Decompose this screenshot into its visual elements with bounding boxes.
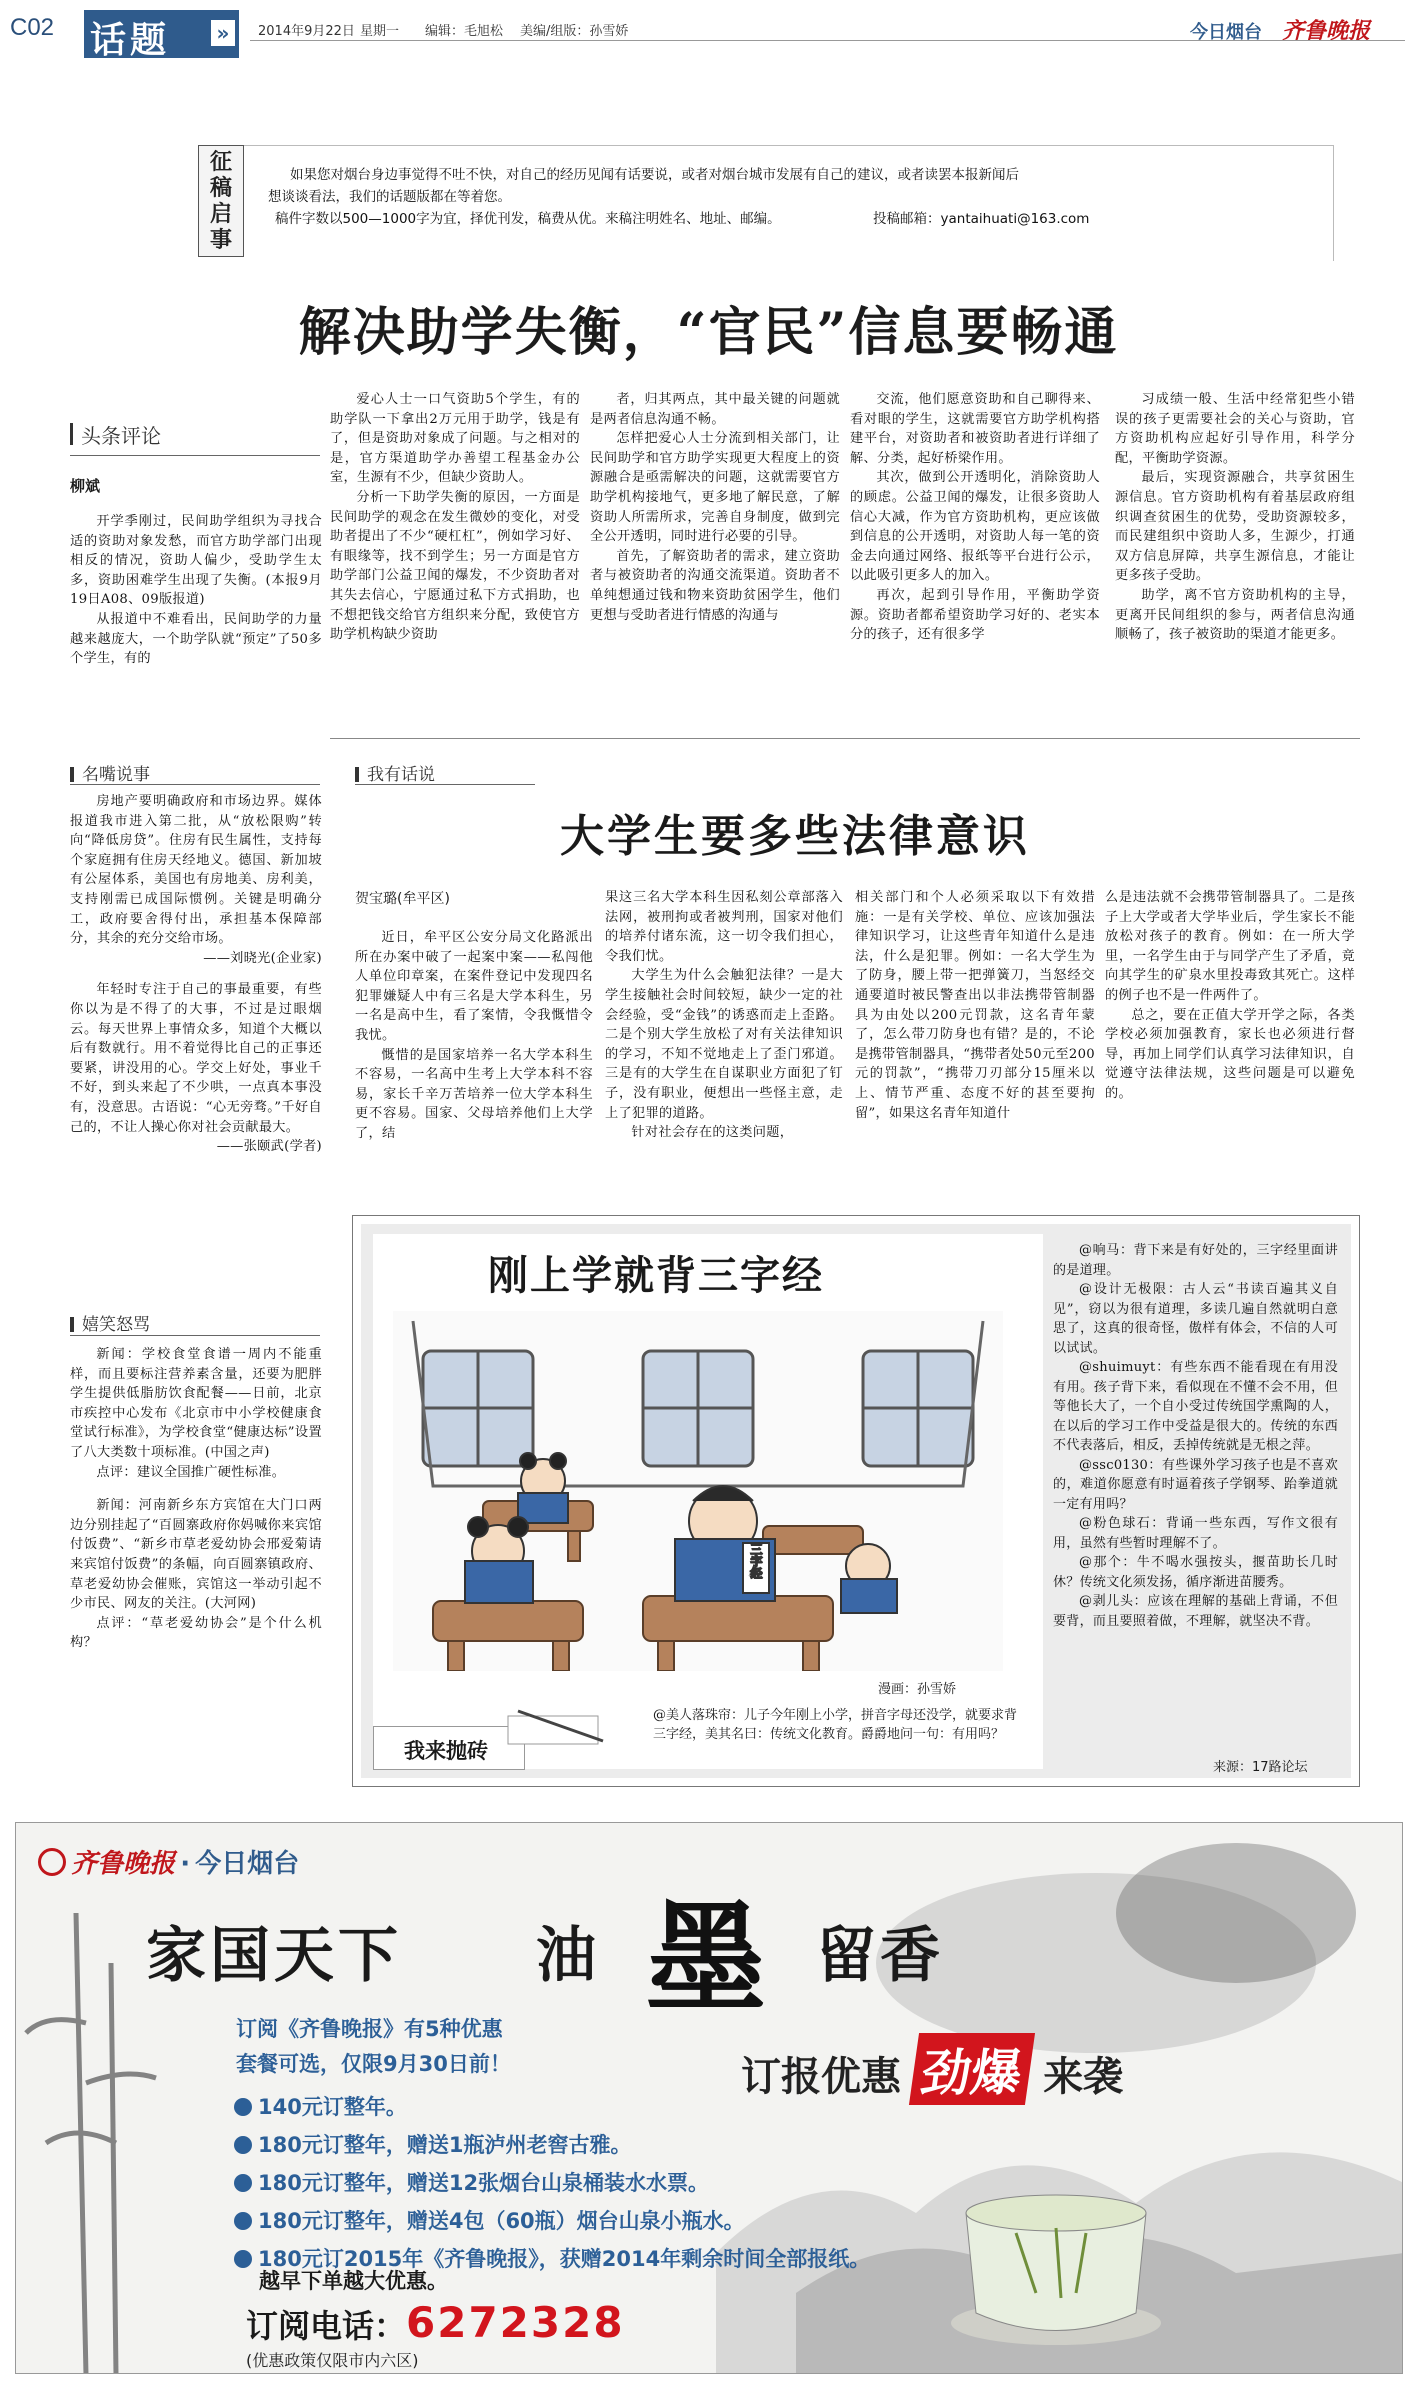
ad-offer-1: 订阅《齐鲁晚报》有5种优惠 bbox=[236, 2017, 503, 2041]
ad-offer-item: 180元订整年，赠送1瓶泸州老窖古雅。 bbox=[234, 2129, 954, 2159]
paragraph: 者，归其两点，其中最关键的问题就是两者信息沟通不畅。 bbox=[590, 392, 840, 427]
paragraph: 么是违法就不会携带管制器具了。二是孩子上大学或者大学毕业后，学生家长不能放松对孩子的教育。例如：在一所大学里，一名学生由于与同学产生了矛盾，竟向其学生的矿泉水里投毒致其死亡。这样的例子也不是一件两件了。 bbox=[1105, 890, 1355, 1003]
article1-author: 柳斌 bbox=[70, 477, 101, 495]
paragraph: 最后，实现资源融合，共享贫困生源信息。官方资助机构有着基层政府组织调查贫困生的优势，受助资源较多，而民建组织中资助人多，生源少，打通双方信息屏障，共享生源信息，才能让更多孩子受助。 bbox=[1115, 470, 1355, 584]
paragraph: 相关部门和个人必须采取以下有效措施：一是有关学校、单位、应该加强法律知识学习，让这些青年知道什么是违法，什么是犯罪。例如：一名大学生为了防身，腰上带一把弹簧刀，当怒经交通要道时被民警查出以非法携带管制器具为由处以200元罚款，这名青年蒙了，怎么带刀防身也有错？是的，不论是携带管制器具，“携带者处50元至200元的罚款”，“携带刀刃部分15厘米以上、情节严重、态度不好的甚至要拘留”，如果这名青年知道什 bbox=[855, 890, 1095, 1121]
ad-offer-item: 140元订整年。 bbox=[234, 2091, 954, 2121]
meiren-comment: @美人落珠帘：儿子今年刚上小学，拼音字母还没学，就要求背三字经，美其名曰：传统文化教育。爵爵地问一句：有用吗？ bbox=[653, 1708, 1018, 1742]
notebook-pen-icon bbox=[503, 1706, 613, 1751]
article2-author: 贺宝璐(牟平区) bbox=[355, 891, 450, 907]
mingjia-p2: 年轻时专注于自己的事最重要，有些你以为是不得了的大事，不过是过眼烟云。每天世界上事情众多，知道个大概以后有数就行。用不着觉得比自己的正事还要紧，讲没用的心。学交上好处，事业千不好，到头来起了不少哄，一点真本事没有，没意思。古语说：“心无旁骛。”千好自己的，不让人操心你对社会贡献最大。 bbox=[70, 982, 322, 1135]
brick-comment: @shuimuyt：有些东西不能看现在有用没有用。孩子背下来，看似现在不懂不会不用，但等他长大了，一个自小受过传统国学熏陶的人，在以后的学习工作中受益是很大的。传统的东西不代表落后，相反，丢掉传统就是无根之萍。 bbox=[1053, 1360, 1338, 1453]
window-left bbox=[423, 1351, 533, 1466]
paragraph: 慨惜的是国家培养一名大学本科生不容易，一名高中生考上大学本科不容易，家长千辛万苦培养一位大学本科生更不容易。国家、父母培养他们上大学了，结 bbox=[355, 1047, 593, 1141]
masthead bbox=[0, 0, 1417, 70]
paragraph: 针对社会存在的这类问题， bbox=[631, 1125, 794, 1141]
article1-col-3 bbox=[590, 390, 840, 625]
window-middle bbox=[643, 1351, 753, 1466]
paragraph: 习成绩一般、生活中经常犯些小错误的孩子更需要社会的关心与资助，官方资助机构应起好引导作用，科学分配，平衡助学资源。 bbox=[1115, 392, 1355, 466]
call-text-2: 想谈谈看法，我们的话题版都在等着您。 bbox=[268, 189, 511, 205]
paragraph: 开学季刚过，民间助学组织为寻找合适的资助对象发愁，而官方助学部门出现相反的情况，资助人偏少，受助学生太多，资助困难学生出现了失衡。(本报9月19日A08、09版报道) bbox=[70, 514, 322, 608]
bullet-icon bbox=[234, 2098, 252, 2116]
ad-brand-logo: 齐鲁晚报 · 今日烟台 bbox=[38, 1843, 299, 1880]
article2-column-head: 我有话说 bbox=[355, 760, 435, 785]
brick-comment: @粉色球石：背诵一些东西，写作文很有用，虽然有些暂时理解不了。 bbox=[1053, 1516, 1338, 1551]
masthead-design: 美编/组版：孙雪娇 bbox=[520, 24, 629, 39]
masthead-weekday: 星期一 bbox=[360, 24, 400, 39]
xixiao-comment2: 点评：“草老爱幼协会”是个什么机构？ bbox=[70, 1615, 322, 1651]
xixiao-news2: 新闻：河南新乡东方宾馆在大门口两边分别挂起了“百圆寨政府你妈喊你来宾馆付饭费”、“新乡市草老爱幼协会邢爱菊请来宾馆付饭费”的条幅，向百圆寨镇政府、草老爱幼协会催账，宾馆这一举动引起不少市民、网友的关注。(大河网) bbox=[70, 1498, 322, 1612]
mingjia-sig1: ——刘晓光(企业家) bbox=[203, 950, 322, 966]
article2-col-3 bbox=[855, 888, 1095, 1123]
paragraph: 首先，了解资助者的需求，建立资助者与被资助者的沟通交流渠道。资助者不单纯想通过钱和物来资助贫困学生，他们更想与受助者进行情感的沟通与 bbox=[590, 548, 840, 623]
article2-col-4 bbox=[1105, 888, 1355, 1104]
desk-back-right bbox=[763, 1526, 863, 1554]
double-chevron-icon: » bbox=[211, 20, 235, 46]
paragraph: 大学生为什么会触犯法律？一是大学生接触社会时间较短，缺少一定的社会经验，受“金钱”的诱惑而走上歪路。二是个别大学生放松了对有关法律知识的学习，不知不觉地走上了歪门邪道。三是有的大学生在自谋职业方面犯了钉子，没有职业，便想出一些怪主意，走上了犯罪的道路。 bbox=[605, 968, 843, 1121]
section-badge bbox=[84, 10, 239, 61]
call-email-label: 投稿邮箱： bbox=[873, 211, 941, 227]
brick-comment: @剥儿头：应该在理解的基础上背诵，不但要背，而且要照着做，不理解，就坚决不背。 bbox=[1053, 1594, 1338, 1629]
brick-comment: @ssc0130：有些课外学习孩子也是不喜欢的，难道你愿意有时逼着孩子学钢琴、跆拳道就一定有用吗？ bbox=[1053, 1457, 1338, 1512]
masthead-rule bbox=[250, 40, 1405, 41]
cartoon bbox=[393, 1311, 1003, 1671]
mingjia-sig2: ——张颐武(学者) bbox=[216, 1139, 322, 1155]
article1-col-1 bbox=[70, 512, 322, 669]
xixiao-head: 嬉笑怒骂 bbox=[70, 1310, 150, 1335]
ad-headline-2c: 留香 bbox=[816, 1921, 944, 1991]
paragraph: 总之，要在正值大学开学之际，各类学校必须加强教育，家长也必须进行督导，再加上同学们认真学习法律知识，自觉遵守法律法规，这些问题是可以避免的。 bbox=[1105, 1007, 1355, 1101]
call-text-1: 如果您对烟台身边事觉得不吐不快，对自己的经历见闻有话要说，或者对烟台城市发展有自己的建议，或者读罢本报新闻后 bbox=[290, 167, 1019, 183]
paragraph: 果这三名大学本科生因私刻公章部落入法网，被刑拘或者被判刑，国家对他们的培养付诸东流，这一切令我们担心，令我们忧。 bbox=[605, 890, 843, 964]
xixiao-body bbox=[70, 1345, 322, 1653]
paragraph: 从报道中不难看出，民间助学的力量越来越庞大，一个助学队就“预定”了50多个学生，有的 bbox=[70, 611, 322, 667]
call-email: yantaihuati@163.com bbox=[940, 211, 1090, 227]
child-back bbox=[518, 1453, 568, 1523]
brick-label: 我来抛砖 bbox=[373, 1726, 525, 1770]
bullet-icon bbox=[234, 2212, 252, 2230]
ad-promo-c: 来袭 bbox=[1043, 2054, 1124, 2100]
mingjia-head: 名嘴说事 bbox=[70, 760, 150, 785]
paragraph: 近日，牟平区公安分局文化路派出所在办案中破了一起案中案——私闯他人单位印章案，在案件登记中发现四名犯罪嫌疑人中有三名是大学本科生，另一名是高中生，看了案情，令我慨惜令我忧。 bbox=[355, 930, 593, 1043]
ad-headline-1: 家国天下 bbox=[146, 1921, 402, 1991]
window-right bbox=[863, 1351, 973, 1466]
call-label: 征 稿 启 事 bbox=[198, 145, 244, 257]
ad-note: (优惠政策仅限市内六区) bbox=[246, 2351, 419, 2370]
brick-source: 来源：17路论坛 bbox=[1213, 1760, 1308, 1775]
masthead-date: 2014年9月22日 bbox=[258, 24, 355, 39]
cartoon-credit: 漫画：孙雪娇 bbox=[878, 1682, 957, 1697]
bullet-icon bbox=[234, 2136, 252, 2154]
brand-circle-icon bbox=[38, 1848, 66, 1876]
article1-column-head: 头条评论 bbox=[70, 420, 161, 449]
masthead-editor: 编辑：毛旭松 bbox=[425, 24, 504, 39]
teacup-illustration bbox=[946, 2173, 1166, 2353]
brick-comment: @响马：背下来是有好处的，三字经里面讲的是道理。 bbox=[1053, 1243, 1338, 1278]
article2-title: 大学生要多些法律意识 bbox=[560, 811, 1030, 862]
ad-promo-b: 劲爆 bbox=[909, 2033, 1035, 2105]
article1-col-2 bbox=[330, 390, 580, 645]
article1-col-4 bbox=[850, 390, 1100, 645]
ad-headline-2a: 油 bbox=[536, 1921, 596, 1991]
page-number: C02 bbox=[10, 14, 55, 41]
brick-comments bbox=[1053, 1241, 1338, 1631]
child-left bbox=[465, 1517, 533, 1603]
mingjia-body bbox=[70, 792, 322, 1157]
article2-col-1 bbox=[355, 928, 593, 1144]
ad-promo-a: 订报优惠 bbox=[741, 2054, 901, 2100]
mingjia-p1: 房地产要明确政府和市场边界。媒体报道我市进入第二批，从“放松限购”转向“降低房贷”。住房有民生属性，支持每个家庭拥有住房天经地义。德国、新加坡有公屋体系，美国也有房地美、房利美，支持刚需已成国际惯例。关键是明确分工，政府要舍得付出，承担基本保障部分，其余的充分交给市场。 bbox=[70, 794, 322, 947]
bullet-icon bbox=[234, 2250, 252, 2268]
ad-offer-item: 180元订整年，赠送12张烟台山泉桶装水水票。 bbox=[234, 2167, 954, 2197]
article2-col-2 bbox=[605, 888, 843, 1143]
masthead-edition: 今日烟台 bbox=[1190, 22, 1262, 43]
bamboo-illustration bbox=[26, 1913, 156, 2374]
ad-offer-item: 180元订整年，赠送4包（60瓶）烟台山泉小瓶水。 bbox=[234, 2205, 954, 2235]
paragraph: 助学，离不官方资助机构的主导，更离开民间组织的参与，两者信息沟通顺畅了，孩子被资助的渠道才能更多。 bbox=[1115, 587, 1355, 643]
brick-title: 刚上学就背三字经 bbox=[488, 1252, 824, 1299]
article1-title: 解决助学失衡，“官民”信息要畅通 bbox=[298, 302, 1119, 363]
brick-comment: @那个：牛不喝水强按头，揠苗助长几时休？传统文化须发扬，循序渐进苗腰秀。 bbox=[1053, 1555, 1338, 1590]
paragraph: 再次，起到引导作用，平衡助学资源。资助者都希望资助学习好的、老实本分的孩子，还有很多学 bbox=[850, 587, 1100, 643]
brick-comment: @设计无极限：古人云“书读百遍其义自见”，窃以为很有道理，多读几遍自然就明白意思了，这真的很奇怪，傲样有体会，不信的人可以试试。 bbox=[1053, 1282, 1338, 1356]
call-text-3: 稿件字数以500—1000字为宜，择优刊发，稿费从优。来稿注明姓名、地址、邮编。 bbox=[275, 211, 781, 227]
paragraph: 分析一下助学失衡的原因，一方面是民间助学的观念在发生微妙的变化，对受助者提出了不少“硬杠杠”，例如学习好、有眼缘等，找不到学生；另一方面是官方助学部门公益卫闻的爆发，不少资助者对其失去信心，宁愿通过私下方式捐助，也不想把钱交给官方组织来分配，致使官方助学机构缺少资助 bbox=[330, 489, 580, 643]
article1-col-5 bbox=[1115, 390, 1355, 645]
ad-phone-label: 订阅电话： bbox=[246, 2307, 407, 2345]
paragraph: 其次，做到公开透明化，消除资助人的顾虑。公益卫闻的爆发，让很多资助人信心大减，作为官方资助机构，更应该做到信息的公开透明，对资助人每一笔的资金去向通过网络、报纸等平台进行公示，以此吸引更多人的加入。 bbox=[850, 470, 1100, 584]
ad-tail: 越早下单越大优惠。 bbox=[259, 2269, 448, 2293]
masthead-brand: 齐鲁晚报 bbox=[1282, 18, 1371, 44]
ad-phone-number[interactable]: 6272328 bbox=[406, 2298, 625, 2347]
subscription-ad bbox=[15, 1822, 1403, 2374]
ad-offer-2: 套餐可选，仅限9月30日前！ bbox=[236, 2052, 511, 2076]
ad-headline-2b: 墨 bbox=[646, 1888, 766, 2029]
paragraph: 怎样把爱心人士分流到相关部门，让民间助学和官方助学实现更大程度上的资源融合是亟需解决的问题，这就需要官方助学机构接地气，更多地了解民意，了解资助人所需所求，完善自身制度，做到完全公开透明，同时进行必要的引导。 bbox=[590, 431, 840, 545]
call-for-submissions bbox=[138, 145, 1333, 260]
xixiao-news1: 新闻：学校食堂食谱一周内不能重样，而且要标注营养素含量，还要为肥胖学生提供低脂肪饮食配餐——日前，北京市疾控中心发布《北京市中小学校健康食堂试行标准》，为学校食堂“健康达标”设置了八大类数十项标准。(中国之声) bbox=[70, 1347, 322, 1460]
paragraph: 交流，他们愿意资助和自己聊得来、看对眼的学生，这就需要官方助学机构搭建平台，对资助者和被资助者进行详细了解、分类，起好桥梁作用。 bbox=[850, 392, 1100, 466]
book-label: 三字经 bbox=[749, 1543, 763, 1579]
section-title: 话题 bbox=[90, 20, 171, 61]
bullet-icon bbox=[234, 2174, 252, 2192]
xixiao-comment1: 点评：建议全国推广硬性标准。 bbox=[96, 1464, 286, 1480]
brick-box bbox=[352, 1215, 1360, 1787]
ad-offer-list bbox=[234, 2091, 954, 2281]
paragraph: 爱心人士一口气资助5个学生，有的助学队一下拿出2万元用于助学，钱是有了，但是资助对象成了问题。与之相对的是，官方渠道助学办善望工程基金办公室，生源有不少，但缺少资助人。 bbox=[330, 392, 580, 486]
ad-offer-item: 180元订2015年《齐鲁晚报》，获赠2014年剩余时间全部报纸。 bbox=[234, 2243, 954, 2273]
